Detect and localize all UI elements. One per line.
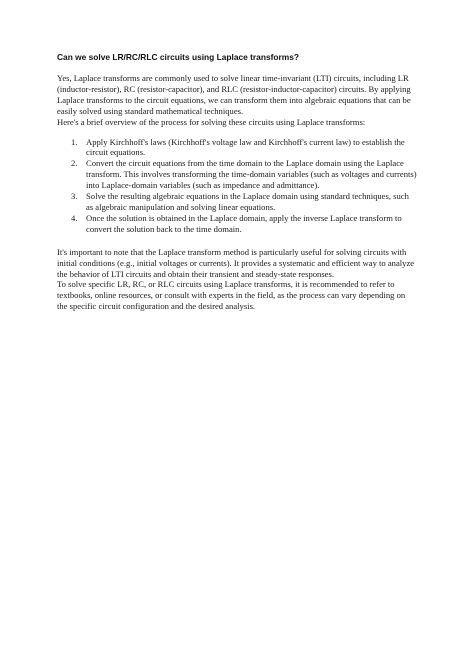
list-item xyxy=(57,191,417,213)
question-heading: Can we solve LR/RC/RLC circuits using Laplace transforms? xyxy=(57,52,299,62)
advice-paragraph: To solve specific LR, RC, or RLC circuits using Laplace transforms, it is recommended to refer to textbooks, online resources, or consult with experts in the field, as the process can vary depending on the specific circuit configuration and the desired analysis. xyxy=(57,279,406,312)
list-item xyxy=(57,213,417,235)
step-number: 3. xyxy=(71,191,78,202)
step-text: Convert the circuit equations from the time domain to the Laplace domain using the Laplace transform. This involves transforming the time-domain variables (such as voltages and currents) into Laplace-domain variables (such as impedance and admittance). xyxy=(86,158,417,191)
note-paragraph: It's important to note that the Laplace transform method is particularly useful for solving circuits with initial conditions (e.g., initial voltages or currents). It provides a systematic and efficient way to analyze the behavior of LTI circuits and obtain their transient and steady-state responses. xyxy=(57,246,415,279)
intro-paragraph: Yes, Laplace transforms are commonly used to solve linear time-invariant (LTI) circuits, including LR (inductor-resistor), RC (resistor-capacitor), and RLC (resistor-inductor-capacitor) circuits. By applying Laplace transforms to the circuit equations, we can transform them into algebraic equations that can be easily solved using standard mathematical techniques. xyxy=(57,73,411,116)
step-number: 2. xyxy=(71,158,78,169)
document-content xyxy=(57,52,417,312)
step-text: Once the solution is obtained in the Laplace domain, apply the inverse Laplace transform to convert the solution back to the time domain. xyxy=(86,212,402,234)
list-item xyxy=(57,137,417,159)
step-text: Apply Kirchhoff's laws (Kirchhoff's voltage law and Kirchhoff's current law) to establish the circuit equations. xyxy=(86,136,405,158)
steps-list xyxy=(57,137,417,235)
step-number: 4. xyxy=(71,212,78,223)
list-item xyxy=(57,158,417,191)
overview-paragraph: Here's a brief overview of the process for solving these circuits using Laplace transforms: xyxy=(57,116,366,127)
step-text: Solve the resulting algebraic equations in the Laplace domain using standard techniques, such as algebraic manipulation and solving linear equations. xyxy=(86,191,409,212)
step-number: 1. xyxy=(71,136,78,147)
